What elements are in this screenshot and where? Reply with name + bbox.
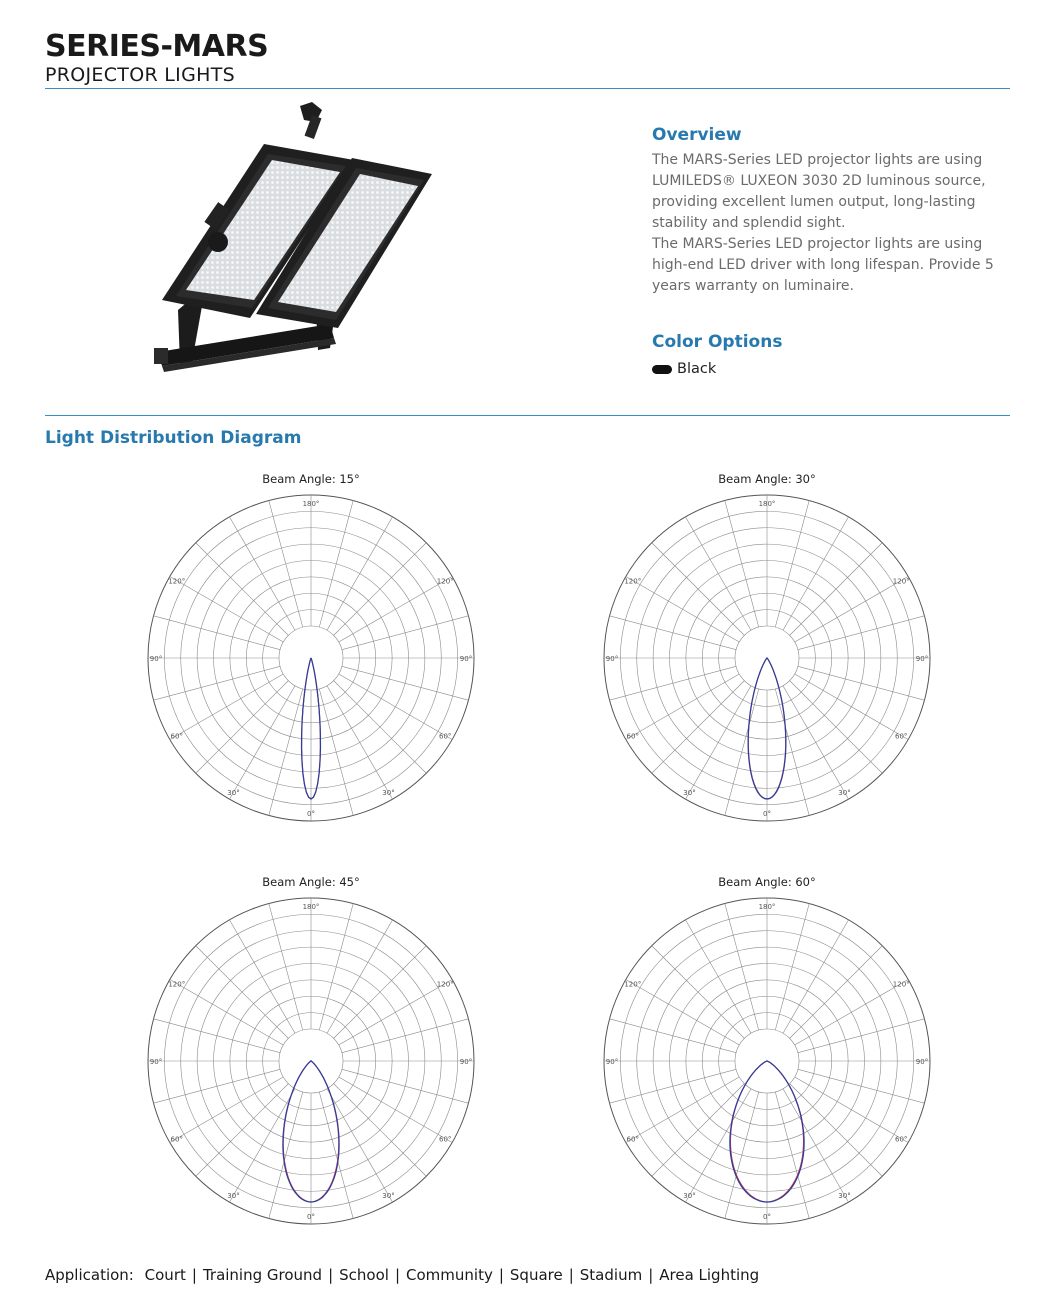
application-item: Area Lighting [659, 1266, 760, 1284]
polar-spoke [610, 1069, 737, 1103]
polar-spoke [170, 1077, 283, 1143]
overview-paragraph-2: The MARS-Series LED projector lights are using high-end LED driver with long lifespan. Provide 5 years warranty on luminaire. [652, 236, 994, 294]
polar-spoke [334, 1084, 427, 1177]
polar-spoke [626, 674, 739, 740]
polar-angle-label: 180° [758, 903, 776, 911]
polar-spoke [798, 666, 925, 700]
polar-spoke [196, 1084, 289, 1177]
polar-spoke [196, 543, 289, 636]
application-separator: | [191, 1266, 197, 1284]
polar-spoke [269, 904, 303, 1031]
color-options-heading: Color Options [652, 332, 783, 352]
overview-text [652, 150, 1012, 297]
polar-spoke [798, 616, 925, 650]
polar-spoke [327, 1089, 393, 1202]
polar-spoke [327, 920, 393, 1033]
beam-angle-label: Beam Angle: 45° [262, 875, 360, 889]
polar-angle-label: 90° [459, 1058, 473, 1066]
application-item: Stadium [579, 1266, 643, 1284]
application-item: Square [509, 1266, 563, 1284]
polar-spoke [334, 543, 427, 636]
polar-spoke [154, 1069, 281, 1103]
polar-spoke [339, 980, 452, 1046]
application-item: Training Ground [202, 1266, 323, 1284]
polar-angle-label: 120° [436, 577, 454, 586]
header-divider [45, 88, 1010, 89]
polar-angle-label: 30° [838, 789, 851, 798]
polar-spoke [342, 666, 469, 700]
polar-angle-label: 0° [307, 810, 315, 818]
polar-spoke [610, 666, 737, 700]
application-label: Application: [45, 1266, 134, 1284]
polar-angle-label: 120° [624, 577, 642, 586]
product-image [140, 100, 440, 394]
polar-spoke [327, 686, 393, 799]
polar-spoke [798, 1069, 925, 1103]
beam-angle-label: Beam Angle: 30° [718, 472, 816, 486]
polar-angle-label: 0° [307, 1213, 315, 1221]
polar-spoke [230, 1089, 296, 1202]
polar-angle-label: 60° [626, 1135, 639, 1144]
polar-spoke [610, 1019, 737, 1053]
polar-angle-label: 90° [915, 1058, 929, 1066]
polar-spoke [795, 577, 908, 643]
polar-spoke [725, 1092, 759, 1219]
polar-angle-label: 90° [915, 655, 929, 663]
polar-spoke [795, 674, 908, 740]
polar-spoke [269, 1092, 303, 1219]
polar-chart [141, 891, 481, 1231]
polar-spoke [269, 501, 303, 628]
polar-spoke [170, 674, 283, 740]
polar-angle-label: 90° [149, 1058, 163, 1066]
polar-angle-label: 30° [382, 1192, 395, 1201]
polar-angle-label: 30° [227, 1192, 240, 1201]
polar-angle-label: 30° [683, 789, 696, 798]
polar-angle-label: 60° [170, 732, 183, 741]
diagram-beam-30 [567, 470, 967, 828]
polar-spoke [269, 689, 303, 816]
polar-angle-label: 60° [895, 732, 908, 741]
polar-chart [597, 891, 937, 1231]
polar-spoke [342, 616, 469, 650]
diagram-beam-15 [111, 470, 511, 828]
polar-angle-label: 120° [168, 577, 186, 586]
polar-angle-label: 180° [302, 903, 320, 911]
polar-spoke [196, 681, 289, 774]
polar-angle-label: 120° [168, 980, 186, 989]
application-separator: | [648, 1266, 654, 1284]
polar-spoke [154, 616, 281, 650]
polar-spoke [626, 1077, 739, 1143]
polar-spoke [652, 543, 745, 636]
page-subtitle: PROJECTOR LIGHTS [45, 64, 235, 86]
application-item: Community [406, 1266, 493, 1284]
polar-angle-label: 120° [624, 980, 642, 989]
polar-spoke [798, 1019, 925, 1053]
polar-angle-label: 180° [302, 500, 320, 508]
polar-spoke [170, 980, 283, 1046]
diagram-beam-60 [567, 873, 967, 1231]
polar-spoke [230, 686, 296, 799]
polar-spoke [775, 689, 809, 816]
overview-paragraph-1: The MARS-Series LED projector lights are using LUMILEDS® LUXEON 3030 2D luminous source, providing excellent lumen output, long-lasting stability and splendid sight. [652, 152, 986, 231]
polar-spoke [327, 517, 393, 630]
polar-spoke [319, 1092, 353, 1219]
application-separator: | [394, 1266, 401, 1284]
polar-chart [597, 488, 937, 828]
polar-angle-label: 60° [439, 732, 452, 741]
polar-angle-label: 0° [763, 1213, 771, 1221]
overview-section [652, 124, 1012, 297]
polar-angle-label: 180° [758, 500, 776, 508]
polar-angle-label: 90° [149, 655, 163, 663]
polar-angle-label: 30° [227, 789, 240, 798]
polar-angle-label: 120° [892, 980, 910, 989]
polar-angle-label: 30° [382, 789, 395, 798]
polar-spoke [339, 1077, 452, 1143]
polar-angle-label: 0° [763, 810, 771, 818]
polar-spoke [725, 501, 759, 628]
polar-spoke [196, 946, 289, 1039]
polar-spoke [686, 517, 752, 630]
polar-spoke [725, 904, 759, 1031]
polar-spoke [154, 1019, 281, 1053]
application-separator: | [328, 1266, 334, 1284]
application-line [45, 1265, 759, 1285]
polar-spoke [790, 681, 883, 774]
polar-spoke [775, 501, 809, 628]
diagram-beam-45 [111, 873, 511, 1231]
polar-spoke [230, 517, 296, 630]
polar-spoke [626, 980, 739, 1046]
adjust-knob-icon [208, 232, 228, 252]
polar-angle-label: 120° [436, 980, 454, 989]
polar-spoke [342, 1019, 469, 1053]
polar-spoke [334, 681, 427, 774]
beam-angle-label: Beam Angle: 60° [718, 875, 816, 889]
polar-spoke [154, 666, 281, 700]
overview-heading: Overview [652, 125, 742, 145]
application-separator: | [568, 1266, 574, 1284]
application-items [139, 1266, 760, 1284]
page-title: SERIES-MARS [45, 29, 269, 64]
polar-spoke [230, 920, 296, 1033]
polar-spoke [610, 616, 737, 650]
polar-angle-label: 60° [439, 1135, 452, 1144]
beam-angle-label: Beam Angle: 15° [262, 472, 360, 486]
polar-spoke [775, 904, 809, 1031]
polar-spoke [783, 920, 849, 1033]
light-distribution-heading: Light Distribution Diagram [45, 428, 302, 448]
polar-spoke [652, 681, 745, 774]
polar-spoke [783, 517, 849, 630]
polar-angle-label: 90° [459, 655, 473, 663]
application-separator: | [498, 1266, 504, 1284]
color-options-section [652, 331, 782, 377]
polar-spoke [626, 577, 739, 643]
polar-spoke [170, 577, 283, 643]
polar-spoke [795, 980, 908, 1046]
polar-spoke [334, 946, 427, 1039]
color-option-black [652, 361, 782, 377]
polar-angle-label: 60° [170, 1135, 183, 1144]
polar-spoke [783, 686, 849, 799]
polar-angle-label: 60° [626, 732, 639, 741]
polar-spoke [339, 577, 452, 643]
polar-spoke [725, 689, 759, 816]
polar-spoke [342, 1069, 469, 1103]
section-divider [45, 415, 1010, 416]
polar-spoke [652, 946, 745, 1039]
polar-spoke [795, 1077, 908, 1143]
application-item: School [339, 1266, 389, 1284]
polar-angle-label: 60° [895, 1135, 908, 1144]
title-block [45, 30, 268, 86]
polar-angle-label: 120° [892, 577, 910, 586]
color-option-label: Black [677, 361, 717, 377]
polar-spoke [339, 674, 452, 740]
polar-spoke [686, 686, 752, 799]
color-swatch-icon [652, 365, 672, 374]
polar-spoke [319, 689, 353, 816]
polar-angle-label: 90° [605, 655, 619, 663]
polar-spoke [319, 904, 353, 1031]
polar-spoke [790, 543, 883, 636]
polar-angle-label: 90° [605, 1058, 619, 1066]
polar-spoke [790, 946, 883, 1039]
polar-spoke [319, 501, 353, 628]
polar-spoke [686, 920, 752, 1033]
polar-spoke [775, 1092, 809, 1219]
polar-angle-label: 30° [838, 1192, 851, 1201]
polar-angle-label: 30° [683, 1192, 696, 1201]
application-item: Court [144, 1266, 186, 1284]
polar-chart [141, 488, 481, 828]
